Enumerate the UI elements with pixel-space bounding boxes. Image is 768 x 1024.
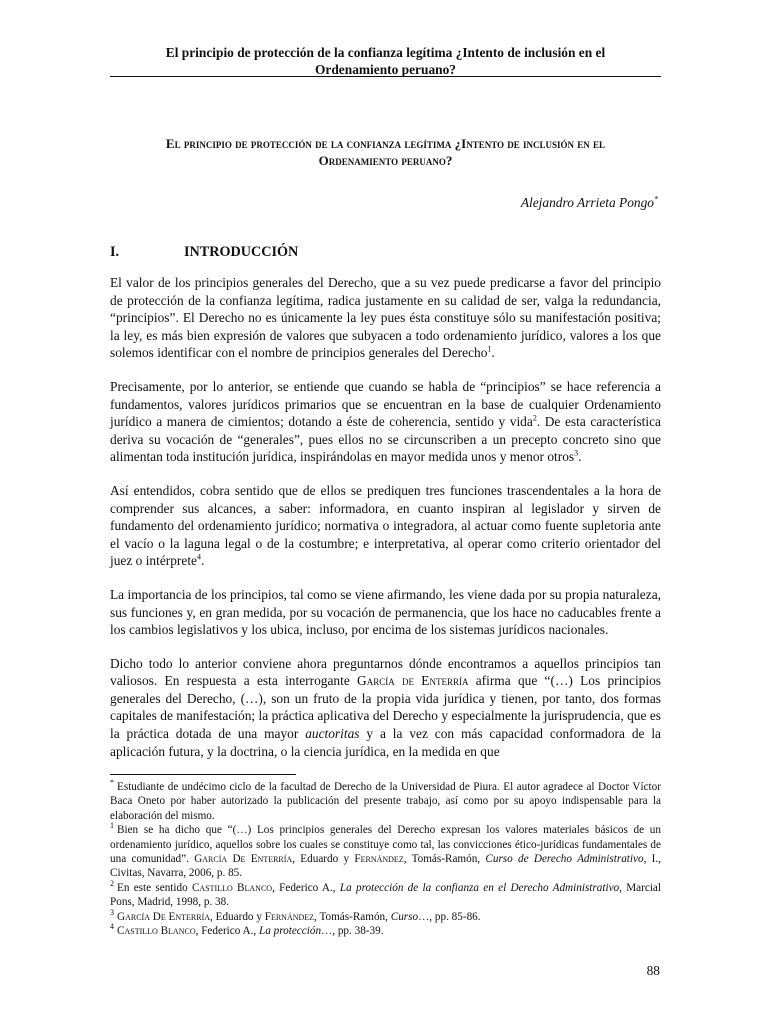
paragraph-text: afirma que “(…) Los principios generales del Derecho, (…), son un fruto de la propia vida jurídica y tienen, por tanto, dos formas capitales de manifestación; la práctica aplicativa del Derecho y especialmente la jurisprudencia, que es la práctica dotada de una mayor xyxy=(110,673,661,742)
footnote-text: , Tomás-Ramón, xyxy=(314,910,391,923)
footnote-mark: 1 xyxy=(110,821,114,831)
author-footnote-mark: * xyxy=(654,194,658,204)
paragraph xyxy=(110,482,661,570)
footnote-ref: 4 xyxy=(197,552,201,562)
footnote-text: , Federico A., xyxy=(272,881,340,894)
paragraph-text: Dicho todo lo anterior conviene ahora preguntarnos dónde encontramos a aquellos principios tan valiosos. En respuesta a esta interrogante xyxy=(110,655,661,689)
footnote-mark: 2 xyxy=(110,879,114,889)
footnote-text: , Eduardo y xyxy=(210,910,265,923)
footnote-item xyxy=(110,924,661,938)
footnote-item xyxy=(110,823,661,881)
paragraph-text: . xyxy=(491,345,495,361)
header-rule xyxy=(110,76,661,77)
footnote-text: , Tomás-Ramón, xyxy=(403,853,486,866)
author-name: Alejandro Arrieta Pongo xyxy=(520,195,654,210)
footnote-mark: * xyxy=(110,778,114,788)
running-header xyxy=(110,44,661,78)
document-title-line-1 xyxy=(110,135,661,152)
footnote-ref: 3 xyxy=(574,448,579,458)
section-heading xyxy=(110,244,661,261)
section-title: INTRODUCCIÓN xyxy=(184,244,299,260)
paragraph-text: Así entendidos, cobra sentido que de ellos se prediquen tres funciones trascendentales a la hora de comprender sus alcances, a saber: informadora, en cuanto inspiran al legislador y sirven de fundamento del ordenamiento jurídico; normativa o integradora, al actuar como fuente supletoria ante el vacío o la laguna legal o de la costumbre; e interpretativa, al operar como criterio orientador del juez o intérprete xyxy=(110,482,661,569)
footnote-mark: 4 xyxy=(110,922,114,932)
cited-work: Curso xyxy=(390,910,419,923)
footnote-text: , Federico A., xyxy=(195,925,259,938)
cited-author: Castillo Blanco xyxy=(117,925,196,938)
paragraph-text: . De esta característica deriva su vocación de “generales”, pues ellos no se circunscriben a un precepto concreto sino que alimentan toda institución jurídica, inspirándolas en mayor medida unos y menor otros xyxy=(110,414,661,465)
footnote-mark: 3 xyxy=(110,907,114,917)
body-text xyxy=(110,274,661,776)
title-initial: I xyxy=(461,136,467,151)
footnote-text: …, pp. 38-39. xyxy=(321,925,384,938)
cited-author: García de Enterría xyxy=(357,673,469,689)
paragraph-text: . xyxy=(578,449,582,465)
footnote-text: Estudiante de undécimo ciclo de la facultad de Derecho de la Universidad de Piura. El autor agradece al Doctor Víctor Baca Oneto por haber autorizado la publicación del presente trabajo, así como por su apoyo indispensable para la elaboración del mismo. xyxy=(110,781,661,822)
title-initial: E xyxy=(165,136,175,151)
cited-author: Fernández xyxy=(354,853,404,866)
paragraph: La importancia de los principios, tal como se viene afirmando, les viene dada por su propia naturaleza, sus funciones y, en gran medida, por su vocación de permanencia, que los hace no caducables frente a los cambios legislativos y los ubica, incluso, por encima de los sistemas jurídicos nacionales. xyxy=(110,586,661,638)
footnote-text: Bien se ha dicho que “(…) Los principios generales del Derecho expresan los valores materiales básicos de un ordenamiento jurídico, aquellos sobre los cuales se constituye como tal, las convicciones ético-jurídicas fundamentales de una comunidad”. xyxy=(110,824,661,866)
cited-work: Curso de Derecho Administrativo xyxy=(485,853,644,866)
footnote-separator xyxy=(110,774,296,775)
page-number: 88 xyxy=(646,963,660,978)
footnotes xyxy=(110,780,661,938)
title-text: ntento de inclusión en el xyxy=(466,136,606,151)
paragraph-text: Precisamente, por lo anterior, se entiende que cuando se habla de “principios” se hace referencia a fundamentos, valores jurídicos primarios que se encuentran en la base de cualquier Ordenamiento jurídico a manera de cimientos; dotando a éste de coherencia, sentido y vida xyxy=(110,378,661,430)
paragraph-text: y a la vez con más capacidad conformadora de la aplicación futura, y la doctrina, o la ciencia jurídica, en la medida en que xyxy=(110,726,661,759)
cited-author: García De Enterría xyxy=(194,853,293,866)
footnote-text: , Eduardo y xyxy=(292,853,355,866)
cited-author: Fernández xyxy=(264,910,315,923)
cited-author: García De Enterría xyxy=(117,910,211,923)
author-line xyxy=(110,195,658,211)
footnote-item xyxy=(110,881,661,910)
paragraph xyxy=(110,274,661,362)
footnote-text: …, pp. 85-86. xyxy=(418,910,481,923)
footnote-ref: 2 xyxy=(532,413,537,423)
cited-work: La protección de la confianza en el Derecho Administrativo xyxy=(339,881,620,894)
cited-author: Castillo Blanco xyxy=(191,881,273,894)
paragraph-text: . xyxy=(201,553,205,569)
paragraph xyxy=(110,378,661,466)
footnote-text: En este sentido xyxy=(117,881,192,894)
document-title-line-2 xyxy=(110,152,661,169)
running-header-line-2: Ordenamiento peruano? xyxy=(315,62,456,77)
title-text: l principio de protección de la confianza legítima ¿ xyxy=(174,136,462,151)
paragraph xyxy=(110,655,661,761)
document-title xyxy=(110,135,661,169)
footnote-ref: 1 xyxy=(487,344,492,354)
section-number: I. xyxy=(110,244,120,260)
running-header-line-1: El principio de protección de la confianza legítima ¿Intento de inclusión en el xyxy=(165,45,606,60)
title-text: rdenamiento peruano? xyxy=(328,153,453,168)
footnote-text: , Marcial Pons, Madrid, 1998, p. 38. xyxy=(110,881,661,909)
title-initial: O xyxy=(318,153,329,168)
cited-work: La protección xyxy=(259,925,322,938)
footnote-item xyxy=(110,907,661,924)
footnote-text: , I., Civitas, Navarra, 2006, p. 85. xyxy=(110,853,661,880)
paragraph-text: El valor de los principios generales del Derecho, que a su vez puede predicarse a favor del principio de protección de la confianza legítima, radica justamente en su calidad de ser, valga la redundancia, “principios”. El Derecho no es únicamente la ley pues ésta constituye sólo su manifestación positiva; la ley, es más bien expresión de valores que subyacen a todo ordenamiento jurídico, valores a los que solemos identificar con el nombre de principios generales del Derecho xyxy=(110,275,661,361)
emphasis-text: auctoritas xyxy=(305,726,360,742)
footnote-item xyxy=(110,780,661,823)
